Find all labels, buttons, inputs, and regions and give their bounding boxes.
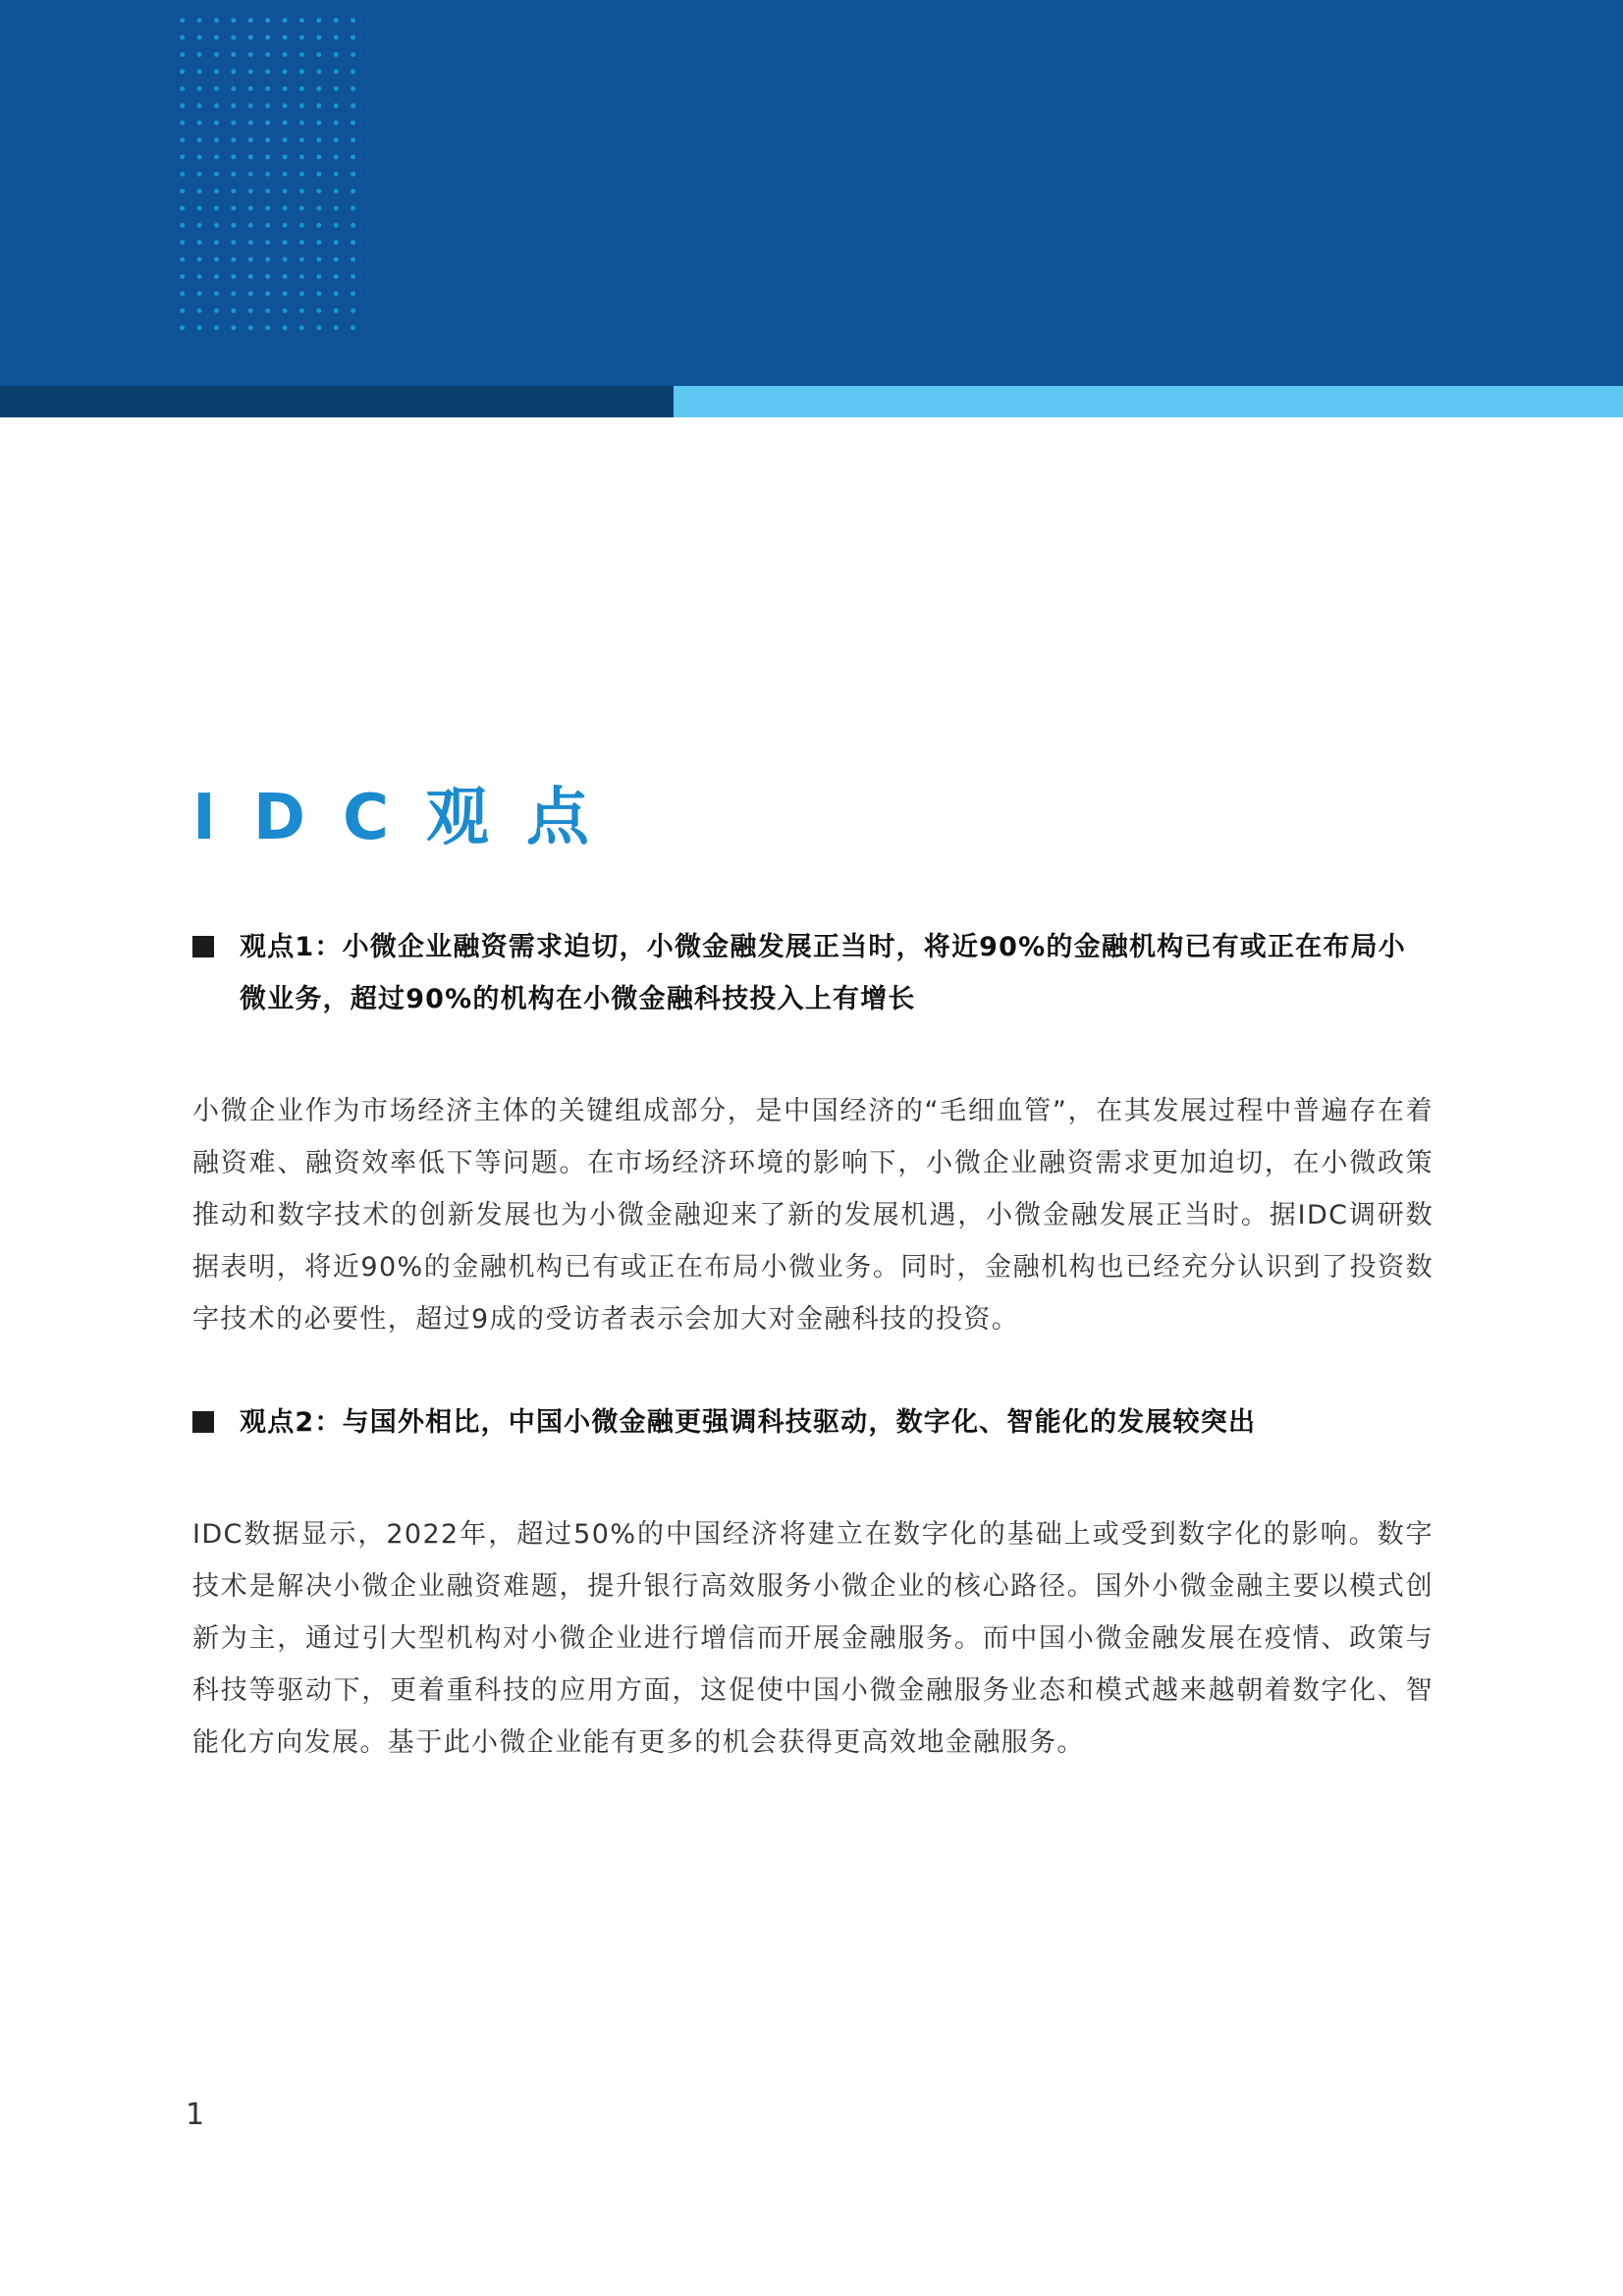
viewpoint-body-1: 小微企业作为市场经济主体的关键组成部分，是中国经济的“毛细血管”，在其发展过程中普遍存在着融资难、融资效率低下等问题。在市场经济环境的影响下，小微企业融资需求更加迫切，在小微政策推动和数字技术的创新发展也为小微金融迎来了新的发展机遇，小微金融发展正当时。据IDC调研数据表明，将近90%的金融机构已有或正在布局小微业务。同时，金融机构也已经充分认识到了投资数字技术的必要性，超过9成的受访者表示会加大对金融科技的投资。: [192, 1096, 1434, 1335]
viewpoint-heading-text-1: 观点1：小微企业融资需求迫切，小微金融发展正当时，将近90%的金融机构已有或正在布局小微业务，超过90%的机构在小微金融科技投入上有增长: [240, 932, 1407, 1014]
header-stripe-light: [674, 386, 1623, 417]
page-number: 1: [186, 2098, 205, 2132]
viewpoint-section-1: [192, 921, 1434, 1345]
header-stripe-dark: [0, 386, 674, 417]
viewpoint-heading-2: [192, 1396, 1434, 1449]
decorative-dot-grid: [174, 12, 368, 331]
square-bullet-icon: [192, 1411, 214, 1433]
header-band: [0, 0, 1623, 386]
square-bullet-icon: [192, 936, 214, 957]
viewpoint-heading-1: [192, 921, 1434, 1025]
viewpoint-body-2: IDC数据显示，2022年，超过50%的中国经济将建立在数字化的基础上或受到数字化的影响。数字技术是解决小微企业融资难题，提升银行高效服务小微企业的核心路径。国外小微金融主要以模式创新为主，通过引大型机构对小微企业进行增信而开展金融服务。而中国小微金融发展在疫情、政策与科技等驱动下，更着重科技的应用方面，这促使中国小微金融服务业态和模式越来越朝着数字化、智能化方向发展。基于此小微企业能有更多的机会获得更高效地金融服务。: [192, 1519, 1434, 1758]
page-title: IDC观点: [192, 782, 626, 854]
viewpoint-heading-text-2: 观点2：与国外相比，中国小微金融更强调科技驱动，数字化、智能化的发展较突出: [240, 1407, 1257, 1438]
viewpoint-section-2: [192, 1396, 1434, 1769]
